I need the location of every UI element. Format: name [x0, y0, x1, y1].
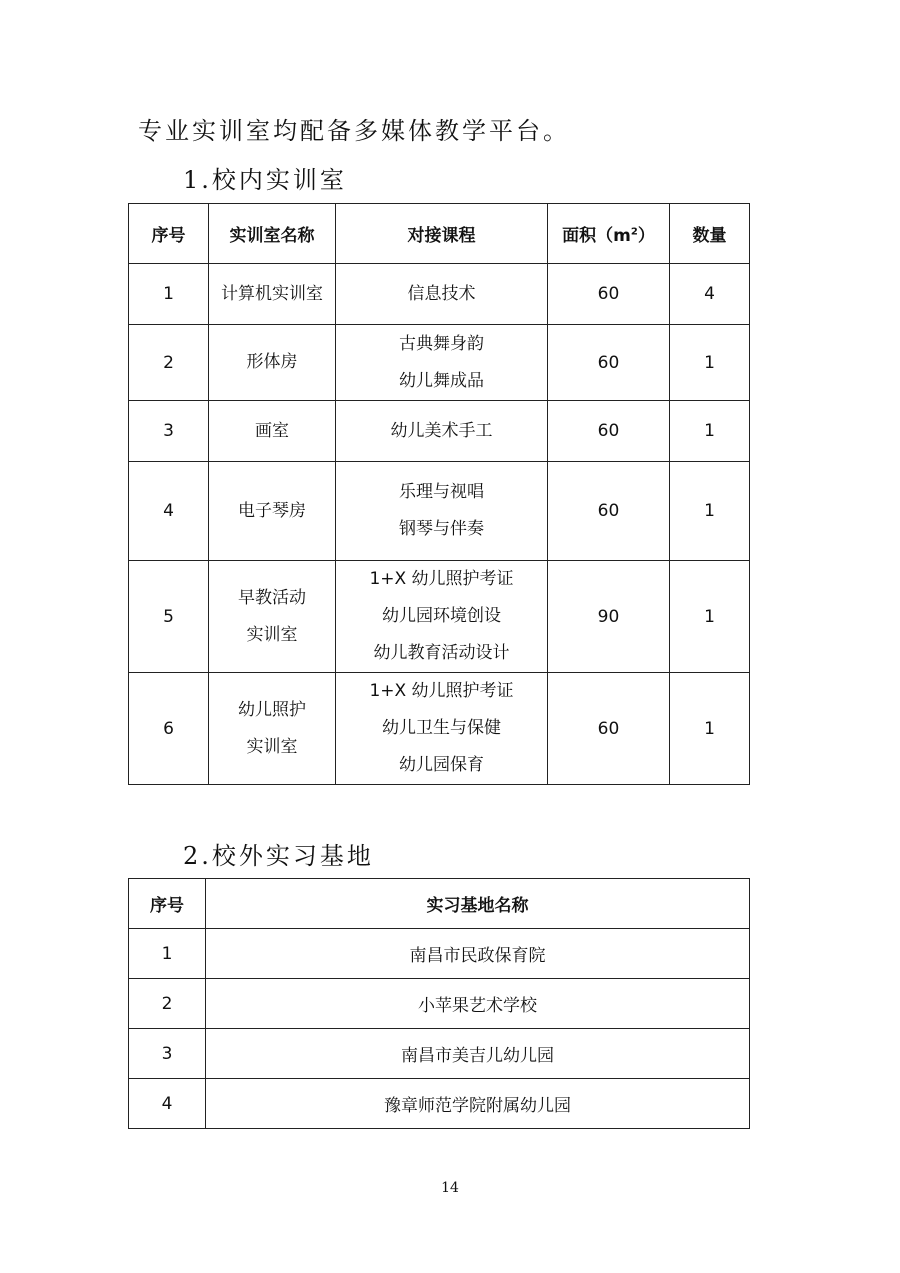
table-header-row [129, 879, 750, 929]
cell-index: 1 [129, 264, 209, 325]
cell-index: 2 [129, 325, 209, 401]
header-index: 序号 [129, 879, 206, 929]
header-base-name: 实习基地名称 [206, 879, 750, 929]
cell-base-name: 南昌市美吉儿幼儿园 [206, 1029, 750, 1079]
cell-courses-line: 幼儿舞成品 [399, 370, 484, 391]
cell-courses [336, 673, 548, 785]
section-title-training-rooms: 1.校内实训室 [183, 166, 347, 194]
table-row [129, 1029, 750, 1079]
cell-courses [336, 264, 548, 325]
cell-courses-line: 幼儿园环境创设 [382, 606, 501, 626]
cell-courses-line: 1+X 幼儿照护考证 [369, 569, 514, 589]
cell-room [209, 401, 336, 462]
cell-index: 4 [129, 1079, 206, 1129]
header-area-sup: 2 [630, 226, 638, 238]
cell-base-name: 南昌市民政保育院 [206, 929, 750, 979]
cell-courses-line: 乐理与视唱 [399, 482, 484, 502]
internship-bases-table [128, 878, 750, 1129]
cell-room-line: 实训室 [246, 736, 298, 757]
cell-courses-line: 信息技术 [407, 283, 476, 304]
cell-area: 90 [548, 561, 670, 673]
cell-courses-line: 幼儿园保育 [399, 755, 484, 775]
table-row [129, 929, 750, 979]
cell-courses [336, 561, 548, 673]
cell-area: 60 [548, 325, 670, 401]
cell-base-name: 豫章师范学院附属幼儿园 [206, 1079, 750, 1129]
table-row [129, 979, 750, 1029]
cell-room-line: 实训室 [246, 624, 298, 645]
table-row [129, 401, 750, 462]
cell-room-line: 计算机实训室 [221, 283, 323, 304]
cell-index: 6 [129, 673, 209, 785]
cell-count: 1 [670, 561, 750, 673]
cell-room [209, 325, 336, 401]
cell-courses-line: 幼儿卫生与保健 [382, 718, 501, 738]
training-rooms-table [128, 203, 750, 785]
cell-courses [336, 401, 548, 462]
cell-count: 4 [670, 264, 750, 325]
table-row [129, 1079, 750, 1129]
cell-room-line: 形体房 [246, 352, 298, 372]
cell-index: 2 [129, 979, 206, 1029]
section-title-internship-bases: 2.校外实习基地 [183, 842, 374, 870]
cell-courses [336, 462, 548, 561]
cell-index: 4 [129, 462, 209, 561]
intro-paragraph: 专业实训室均配备多媒体教学平台。 [138, 117, 570, 145]
table-row [129, 325, 750, 401]
cell-room [209, 264, 336, 325]
cell-room-line: 早教活动 [238, 587, 306, 608]
cell-index: 3 [129, 1029, 206, 1079]
cell-index: 1 [129, 929, 206, 979]
cell-courses-line: 幼儿教育活动设计 [373, 643, 510, 663]
cell-room [209, 561, 336, 673]
cell-base-name: 小苹果艺术学校 [206, 979, 750, 1029]
cell-index: 3 [129, 401, 209, 462]
cell-courses-line: 钢琴与伴奏 [399, 519, 484, 539]
cell-area: 60 [548, 401, 670, 462]
table-header-row [129, 204, 750, 264]
table-row [129, 673, 750, 785]
cell-courses-line: 1+X 幼儿照护考证 [369, 681, 514, 701]
table-row [129, 264, 750, 325]
cell-courses-line: 幼儿美术手工 [390, 420, 493, 441]
header-area [548, 204, 670, 264]
table-row [129, 462, 750, 561]
cell-room [209, 673, 336, 785]
cell-count: 1 [670, 325, 750, 401]
cell-area: 60 [548, 264, 670, 325]
cell-count: 1 [670, 401, 750, 462]
cell-courses-line: 古典舞身韵 [399, 333, 484, 354]
cell-count: 1 [670, 462, 750, 561]
cell-index: 5 [129, 561, 209, 673]
cell-courses [336, 325, 548, 401]
cell-count: 1 [670, 673, 750, 785]
header-area-prefix: 面积（m [562, 226, 631, 246]
header-count: 数量 [670, 204, 750, 264]
header-room: 实训室名称 [209, 204, 336, 264]
cell-room-line: 电子琴房 [238, 500, 306, 521]
header-area-suffix: ） [637, 226, 655, 246]
header-index: 序号 [129, 204, 209, 264]
cell-room [209, 462, 336, 561]
page-number: 14 [441, 1180, 459, 1196]
cell-area: 60 [548, 673, 670, 785]
cell-area: 60 [548, 462, 670, 561]
table-row [129, 561, 750, 673]
cell-room-line: 幼儿照护 [238, 699, 306, 720]
header-courses: 对接课程 [336, 204, 548, 264]
cell-room-line: 画室 [255, 420, 289, 441]
